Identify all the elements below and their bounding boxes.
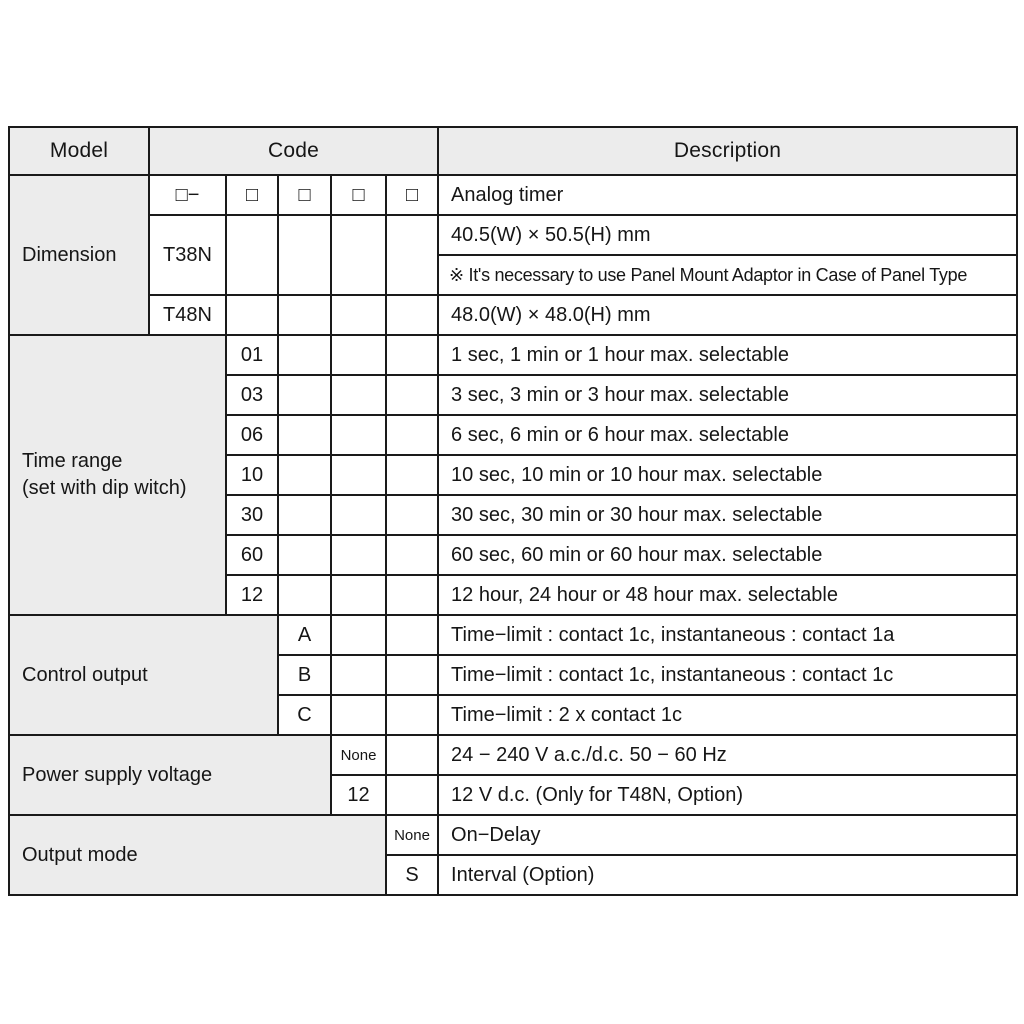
code-cell-empty	[386, 655, 438, 695]
code-cell-empty	[278, 455, 331, 495]
code-time-range: 01	[226, 335, 278, 375]
t38n-size-description: 40.5(W) × 50.5(H) mm	[438, 215, 1017, 255]
output-mode-label: Output mode	[9, 815, 386, 895]
code-cell-empty	[386, 215, 438, 295]
output-mode-row	[9, 815, 1017, 855]
control-output-description: Time−limit : contact 1c, instantaneous : contact 1a	[438, 615, 1017, 655]
code-cell-empty	[386, 495, 438, 535]
power-supply-description: 12 V d.c. (Only for T48N, Option)	[438, 775, 1017, 815]
code-time-range: 12	[226, 575, 278, 615]
header-code: Code	[149, 127, 438, 175]
code-t48n: T48N	[149, 295, 226, 335]
output-mode-description: Interval (Option)	[438, 855, 1017, 895]
code-cell-empty	[331, 615, 386, 655]
code-cell-empty	[331, 695, 386, 735]
code-cell-empty	[386, 375, 438, 415]
time-range-label-line2: (set with dip witch)	[22, 477, 187, 499]
code-output-mode: S	[386, 855, 438, 895]
code-time-range: 30	[226, 495, 278, 535]
code-cell-empty	[331, 335, 386, 375]
code-time-range: 10	[226, 455, 278, 495]
t38n-row	[9, 215, 1017, 255]
time-range-row	[9, 335, 1017, 375]
code-cell-empty	[331, 295, 386, 335]
code-cell-empty	[278, 495, 331, 535]
time-range-description: 30 sec, 30 min or 30 hour max. selectable	[438, 495, 1017, 535]
code-cell-empty	[386, 775, 438, 815]
code-time-range: 60	[226, 535, 278, 575]
code-cell-empty	[386, 415, 438, 455]
code-cell-empty	[331, 495, 386, 535]
code-cell-empty	[278, 215, 331, 295]
code-cell-empty	[386, 295, 438, 335]
time-range-label-line1: Time range	[22, 450, 123, 472]
code-cell-empty	[278, 375, 331, 415]
time-range-description: 3 sec, 3 min or 3 hour max. selectable	[438, 375, 1017, 415]
code-cell-empty	[331, 655, 386, 695]
control-output-row	[9, 615, 1017, 655]
code-control-output: C	[278, 695, 331, 735]
control-output-description: Time−limit : 2 x contact 1c	[438, 695, 1017, 735]
code-cell-empty	[386, 735, 438, 775]
time-range-label	[9, 335, 226, 615]
code-placeholder-2: □	[226, 175, 278, 215]
code-cell-empty	[331, 575, 386, 615]
code-cell-empty	[386, 695, 438, 735]
code-power-supply: None	[331, 735, 386, 775]
output-mode-description: On−Delay	[438, 815, 1017, 855]
header-description: Description	[438, 127, 1017, 175]
code-time-range: 03	[226, 375, 278, 415]
analog-timer-description: Analog timer	[438, 175, 1017, 215]
power-supply-label: Power supply voltage	[9, 735, 331, 815]
power-supply-description: 24 − 240 V a.c./d.c. 50 − 60 Hz	[438, 735, 1017, 775]
code-cell-empty	[386, 535, 438, 575]
t48n-row	[9, 295, 1017, 335]
code-placeholder-3: □	[278, 175, 331, 215]
t48n-size-description: 48.0(W) × 48.0(H) mm	[438, 295, 1017, 335]
time-range-description: 60 sec, 60 min or 60 hour max. selectable	[438, 535, 1017, 575]
code-cell-empty	[386, 575, 438, 615]
dimension-label: Dimension	[9, 175, 149, 335]
control-output-label: Control output	[9, 615, 278, 735]
code-cell-empty	[331, 455, 386, 495]
code-cell-empty	[226, 295, 278, 335]
code-cell-empty	[331, 375, 386, 415]
code-cell-empty	[278, 415, 331, 455]
code-cell-empty	[331, 215, 386, 295]
control-output-description: Time−limit : contact 1c, instantaneous : contact 1c	[438, 655, 1017, 695]
code-cell-empty	[226, 215, 278, 295]
time-range-description: 6 sec, 6 min or 6 hour max. selectable	[438, 415, 1017, 455]
code-format-row	[9, 175, 1017, 215]
code-control-output: B	[278, 655, 331, 695]
header-model: Model	[9, 127, 149, 175]
code-placeholder-1: □−	[149, 175, 226, 215]
code-cell-empty	[278, 295, 331, 335]
code-t38n: T38N	[149, 215, 226, 295]
time-range-description: 1 sec, 1 min or 1 hour max. selectable	[438, 335, 1017, 375]
t38n-panel-note: ※ It's necessary to use Panel Mount Adaptor in Case of Panel Type	[438, 255, 1017, 295]
code-placeholder-5: □	[386, 175, 438, 215]
power-supply-row	[9, 735, 1017, 775]
code-time-range: 06	[226, 415, 278, 455]
code-cell-empty	[278, 535, 331, 575]
time-range-description: 10 sec, 10 min or 10 hour max. selectable	[438, 455, 1017, 495]
code-cell-empty	[331, 415, 386, 455]
time-range-description: 12 hour, 24 hour or 48 hour max. selectable	[438, 575, 1017, 615]
code-cell-empty	[331, 535, 386, 575]
code-cell-empty	[278, 575, 331, 615]
code-output-mode: None	[386, 815, 438, 855]
code-cell-empty	[386, 615, 438, 655]
code-power-supply: 12	[331, 775, 386, 815]
ordering-code-table	[8, 126, 1018, 896]
code-cell-empty	[386, 335, 438, 375]
code-cell-empty	[278, 335, 331, 375]
header-row	[9, 127, 1017, 175]
code-placeholder-4: □	[331, 175, 386, 215]
code-cell-empty	[386, 455, 438, 495]
code-control-output: A	[278, 615, 331, 655]
